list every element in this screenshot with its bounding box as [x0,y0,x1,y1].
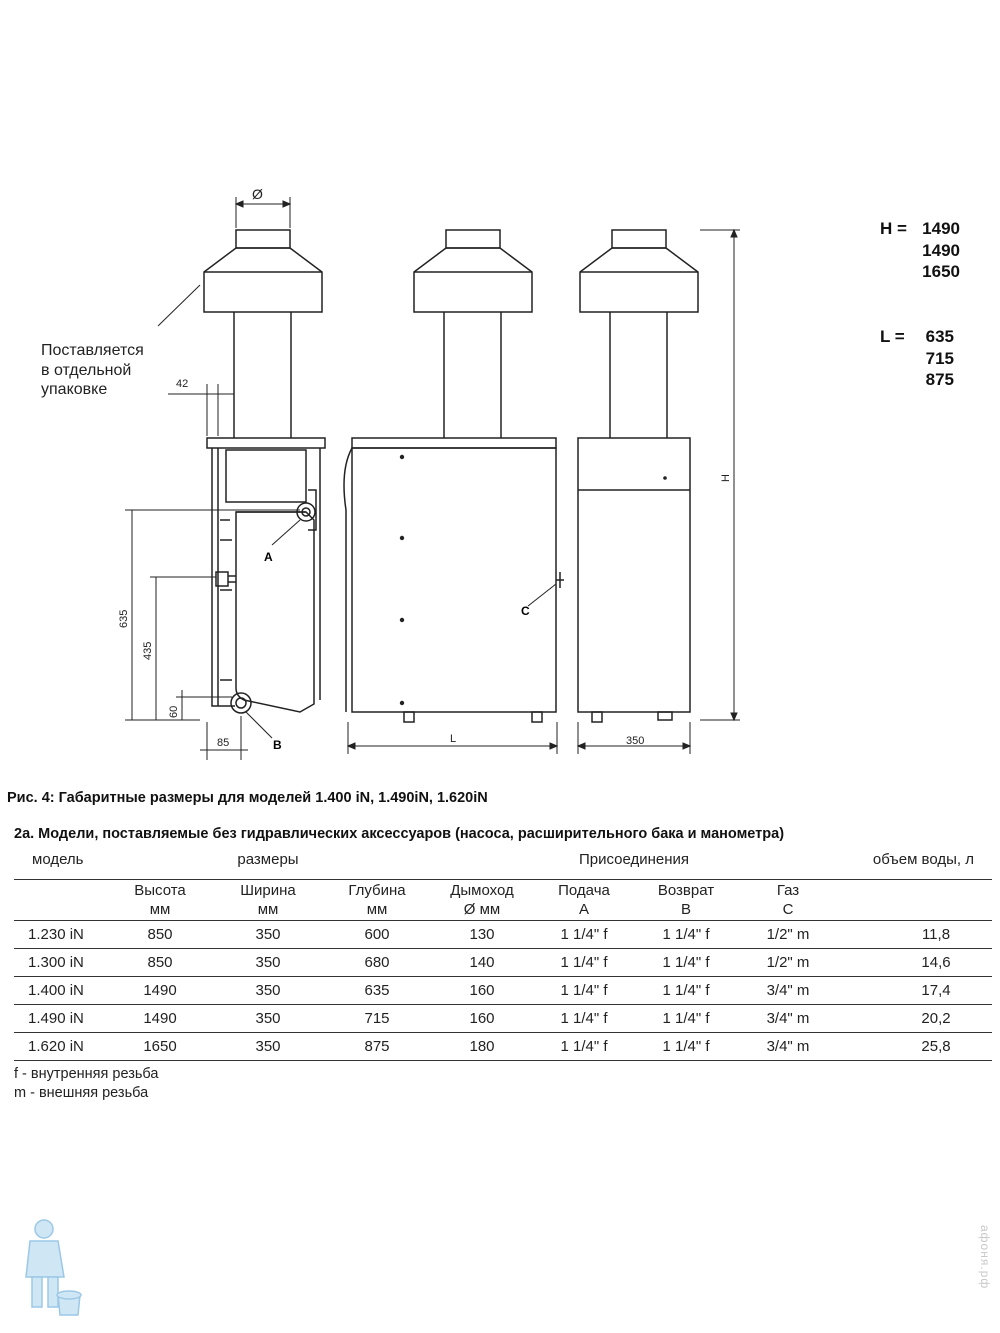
value-cell: 1 1/4" f [636,1005,736,1033]
h-value: 1490 [922,240,960,260]
supplied-note-line: в отдельной [41,361,132,379]
header-dimensions: размеры [214,846,322,880]
header-connections: Присоединения [532,846,736,880]
value-cell: 11,8 [840,921,992,949]
l-value: 715 [925,348,954,368]
h-value: 1650 [922,262,960,281]
col-depth: Глубина мм [322,880,432,921]
value-cell: 1 1/4" f [532,1005,636,1033]
table-row [14,1033,992,1061]
table-title: 2a. Модели, поставляемые без гидравлических аксессуаров (насоса, расширительного бака и манометра) [14,826,785,842]
value-cell: 600 [322,921,432,949]
supplied-note [41,341,144,400]
value-cell: 25,8 [840,1033,992,1061]
value-cell: 850 [106,949,214,977]
h-label: H = [880,219,907,238]
table-body [14,921,992,1061]
value-cell: 180 [432,1033,532,1061]
value-cell: 1 1/4" f [636,1033,736,1061]
value-cell: 1650 [106,1033,214,1061]
model-cell: 1.300 iN [14,949,106,977]
table-group-header [14,846,992,880]
l-label: L = [880,327,905,346]
l-value: 875 [925,370,954,389]
dim-85: 85 [217,737,230,749]
col-supply: Подача A [532,880,636,921]
dim-diameter: Ø [252,186,263,202]
col-flue: Дымоход Ø мм [432,880,532,921]
model-cell: 1.400 iN [14,977,106,1005]
value-cell: 350 [214,921,322,949]
l-values [880,326,954,391]
value-cell: 20,2 [840,1005,992,1033]
dim-60: 60 [168,705,180,718]
footnotes [14,1065,158,1103]
value-cell: 350 [214,977,322,1005]
col-height: Высота мм [106,880,214,921]
value-cell: 350 [214,949,322,977]
value-cell: 3/4" m [736,1005,840,1033]
value-cell: 1 1/4" f [636,921,736,949]
footnote: m - внешняя резьба [14,1085,149,1101]
value-cell: 3/4" m [736,1033,840,1061]
value-cell: 1490 [106,977,214,1005]
dim-length: L [450,733,457,745]
value-cell: 850 [106,921,214,949]
plumber-mascot-logo [8,1215,88,1325]
value-cell: 160 [432,977,532,1005]
value-cell: 715 [322,1005,432,1033]
value-cell: 1 1/4" f [532,1033,636,1061]
header-water-volume: объем воды, л [840,846,992,880]
value-cell: 635 [322,977,432,1005]
value-cell: 1 1/4" f [636,977,736,1005]
model-cell: 1.230 iN [14,921,106,949]
value-cell: 17,4 [840,977,992,1005]
value-cell: 875 [322,1033,432,1061]
value-cell: 1/2" m [736,949,840,977]
figure-caption: Рис. 4: Габаритные размеры для моделей 1.400 iN, 1.490iN, 1.620iN [7,790,488,806]
models-table [14,846,992,1061]
panel-screws [400,455,667,705]
table-row [14,921,992,949]
rear-view [578,230,698,722]
dim-635: 635 [118,609,130,628]
value-cell: 1 1/4" f [532,949,636,977]
value-cell: 350 [214,1005,322,1033]
value-cell: 1/2" m [736,921,840,949]
value-cell: 130 [432,921,532,949]
table-row [14,949,992,977]
value-cell: 1 1/4" f [636,949,736,977]
value-cell: 350 [214,1033,322,1061]
dim-435: 435 [142,641,154,660]
value-cell: 680 [322,949,432,977]
connection-c-label: C [521,604,530,618]
value-cell: 1490 [106,1005,214,1033]
dim-height: H [720,474,732,482]
h-value: 1490 [922,219,960,238]
header-model: модель [14,846,106,880]
dim-350: 350 [626,735,645,747]
footnote: f - внутренняя резьба [14,1066,159,1082]
connection-b-label: B [273,738,282,752]
watermark: афоня.рф [978,1225,992,1290]
table-row [14,1005,992,1033]
value-cell: 1 1/4" f [532,921,636,949]
col-return: Возврат B [636,880,736,921]
dim-42: 42 [176,378,189,390]
model-cell: 1.620 iN [14,1033,106,1061]
value-cell: 3/4" m [736,977,840,1005]
col-gas: Газ C [736,880,840,921]
value-cell: 14,6 [840,949,992,977]
supplied-note-line: упаковке [41,381,108,398]
value-cell: 140 [432,949,532,977]
l-value: 635 [925,327,954,346]
front-view [344,230,564,722]
model-cell: 1.490 iN [14,1005,106,1033]
supplied-note-line: Поставляется [41,342,144,359]
col-width: Ширина мм [214,880,322,921]
table-row [14,977,992,1005]
side-view [204,230,325,713]
h-values [880,218,960,283]
connection-a-label: A [264,550,273,564]
table-column-header [14,880,992,921]
value-cell: 160 [432,1005,532,1033]
value-cell: 1 1/4" f [532,977,636,1005]
